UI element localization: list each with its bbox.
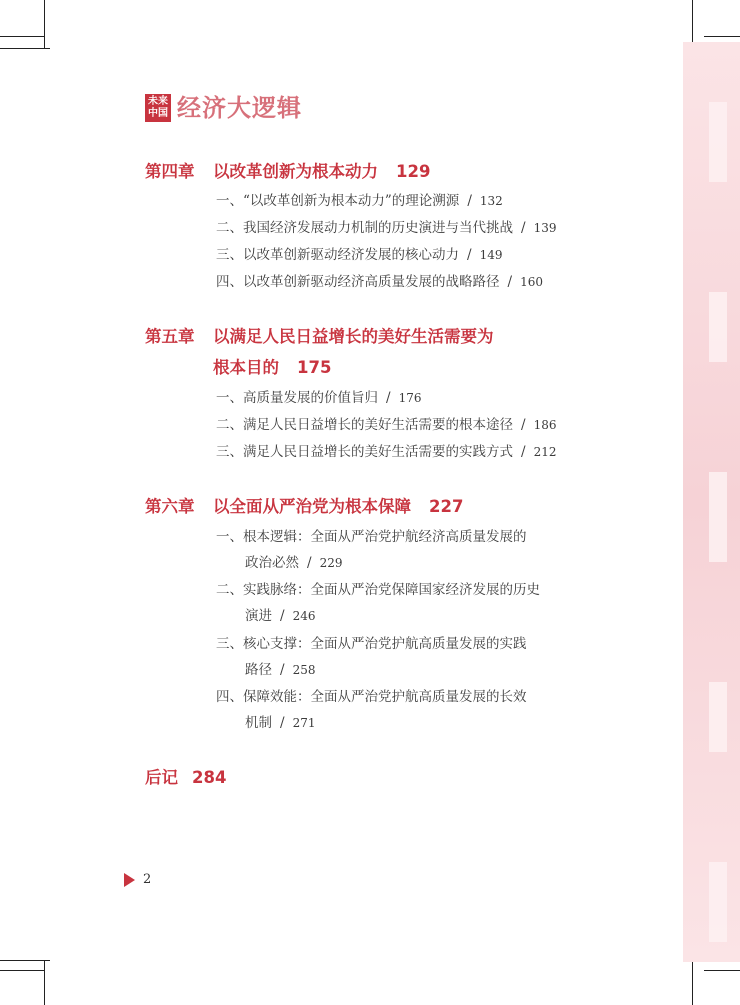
toc-entry-continuation[interactable] [245,553,342,573]
entry-page: 212 [533,445,557,459]
entry-title: 二、实践脉络：全面从严治党保障国家经济发展的历史 [216,582,540,598]
entry-separator: / [307,555,312,571]
toc-entry[interactable] [216,272,543,292]
toc-entry[interactable] [216,687,527,707]
entry-page: 132 [479,194,503,208]
chapter-number: 第五章 [145,327,195,346]
entry-separator: / [507,274,513,290]
toc-entry[interactable] [216,442,556,462]
series-title: 经济大逻辑 [177,93,302,122]
toc-entry[interactable] [216,245,502,265]
toc-entry[interactable] [216,580,540,600]
chapter-heading[interactable] [145,496,463,518]
toc-entry[interactable] [216,218,556,238]
entry-page: 246 [292,609,316,623]
edge-stripe [709,472,727,562]
crop-mark [692,960,693,1005]
edge-stripe [709,862,727,942]
toc-entry[interactable] [216,415,556,435]
toc-entry[interactable] [216,527,527,547]
entry-title: 二、满足人民日益增长的美好生活需要的根本途径 [216,417,513,433]
chapter-page: 129 [396,162,431,181]
toc-entry[interactable] [216,388,421,408]
toc-entry-continuation[interactable] [245,660,315,680]
entry-page: 186 [533,418,557,432]
crop-mark [704,970,740,971]
entry-title: 路径 [245,662,272,678]
chapter-heading[interactable] [145,326,494,348]
entry-title: 三、以改革创新驱动经济发展的核心动力 [216,247,459,263]
edge-stripe [709,102,727,182]
chapter-page: 175 [297,358,332,377]
entry-page: 258 [292,663,316,677]
entry-title: 三、满足人民日益增长的美好生活需要的实践方式 [216,444,513,460]
crop-mark [0,36,44,37]
entry-title: 演进 [245,608,272,624]
chapter-heading[interactable] [145,161,430,183]
crop-mark [692,0,693,48]
entry-title: 一、根本逻辑：全面从严治党护航经济高质量发展的 [216,529,527,545]
afterword-page: 284 [192,768,227,787]
chapter-number: 第四章 [145,162,195,181]
edge-stripe [709,292,727,362]
entry-separator: / [280,662,285,678]
entry-separator: / [467,193,472,209]
toc-entry[interactable] [216,191,503,211]
toc-entry-continuation[interactable] [245,713,315,733]
crop-mark [44,960,45,1005]
crop-mark [0,960,50,961]
entry-title: 一、“以改革创新为根本动力”的理论溯源 [216,193,460,209]
chapter-page: 227 [429,497,464,516]
entry-separator: / [280,608,285,624]
crop-mark [0,48,50,49]
entry-title: 二、我国经济发展动力机制的历史演进与当代挑战 [216,220,513,236]
entry-page: 271 [292,716,316,730]
chapter-title: 以全面从严治党为根本保障 [213,497,411,516]
chapter-title: 根本目的 [213,358,279,377]
series-logo-badge [145,94,171,122]
afterword-heading[interactable] [145,767,226,789]
entry-separator: / [467,247,472,263]
entry-title: 三、核心支撑：全面从严治党护航高质量发展的实践 [216,636,527,652]
crop-mark [704,36,740,37]
chapter-title: 以改革创新为根本动力 [213,162,378,181]
decorative-edge-band [683,42,740,962]
entry-page: 139 [533,221,557,235]
entry-title: 机制 [245,715,272,731]
edge-stripe [709,682,727,752]
chapter-title: 以满足人民日益增长的美好生活需要为 [213,327,494,346]
entry-separator: / [521,444,526,460]
toc-entry-continuation[interactable] [245,606,315,626]
entry-page: 176 [398,391,422,405]
page-number: 2 [143,872,152,887]
entry-title: 四、以改革创新驱动经济高质量发展的战略路径 [216,274,500,290]
entry-separator: / [280,715,285,731]
chapter-number: 第六章 [145,497,195,516]
toc-entry[interactable] [216,634,527,654]
entry-title: 一、高质量发展的价值旨归 [216,390,378,406]
entry-page: 229 [319,556,343,570]
entry-separator: / [521,417,526,433]
entry-title: 四、保障效能：全面从严治党护航高质量发展的长效 [216,689,527,705]
chapter-heading-continuation[interactable] [213,357,331,379]
afterword-title: 后记 [145,768,178,787]
entry-page: 149 [479,248,503,262]
entry-separator: / [386,390,391,406]
entry-page: 160 [520,275,543,289]
series-badge-text: 未来 中国 [148,96,168,119]
page-marker-triangle-icon [124,873,135,887]
entry-separator: / [521,220,526,236]
entry-title: 政治必然 [245,555,299,571]
crop-mark [0,970,44,971]
crop-mark [44,0,45,48]
